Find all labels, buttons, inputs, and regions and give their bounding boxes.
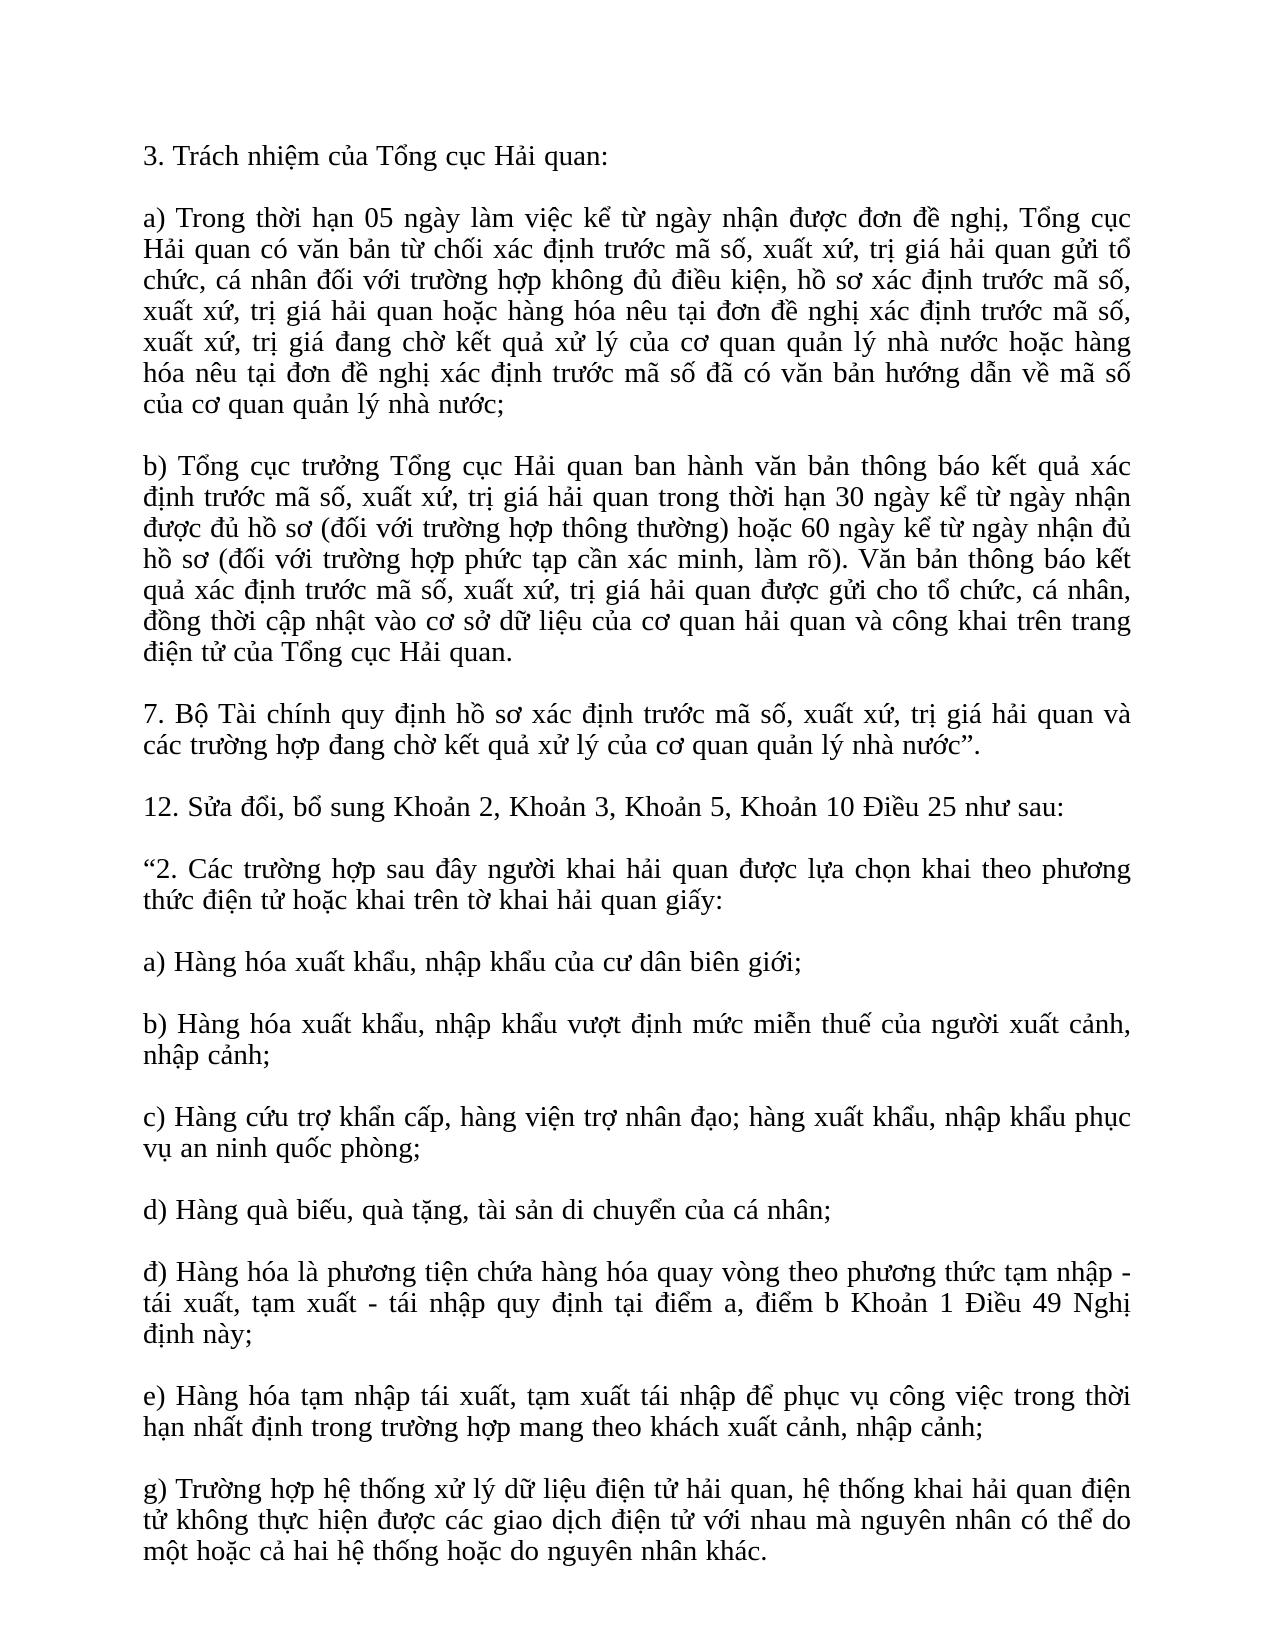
point-e-item: e) Hàng hóa tạm nhập tái xuất, tạm xuất tái nhập để phục vụ công việc trong thời hạn nhất định trong trường hợp mang theo khách xuất cảnh, nhập cảnh; [143, 1380, 1131, 1443]
point-a-item: a) Hàng hóa xuất khẩu, nhập khẩu của cư dân biên giới; [143, 946, 802, 978]
point-b-paragraph: b) Tổng cục trưởng Tổng cục Hải quan ban hành văn bản thông báo kết quả xác định trước mã số, xuất xứ, trị giá hải quan trong thời hạn 30 ngày kể từ ngày nhận được đủ hồ sơ (đối với trường hợp thông thường) hoặc 60 ngày kể từ ngày nhận đủ hồ sơ (đối với trường hợp phức tạp cần xác minh, làm rõ). Văn bản thông báo kết quả xác định trước mã số, xuất xứ, trị giá hải quan được gửi cho tổ chức, cá nhân, đồng thời cập nhật vào cơ sở dữ liệu của cơ quan hải quan và công khai trên trang điện tử của Tổng cục Hải quan. [143, 450, 1131, 668]
point-a-paragraph: a) Trong thời hạn 05 ngày làm việc kể từ ngày nhận được đơn đề nghị, Tổng cục Hải quan có văn bản từ chối xác định trước mã số, xuất xứ, trị giá hải quan gửi tổ chức, cá nhân đối với trường hợp không đủ điều kiện, hồ sơ xác định trước mã số, xuất xứ, trị giá hải quan hoặc hàng hóa nêu tại đơn đề nghị xác định trước mã số, xuất xứ, trị giá đang chờ kết quả xử lý của cơ quan quản lý nhà nước hoặc hàng hóa nêu tại đơn đề nghị xác định trước mã số đã có văn bản hướng dẫn về mã số của cơ quan quản lý nhà nước; [143, 202, 1131, 420]
point-b-item: b) Hàng hóa xuất khẩu, nhập khẩu vượt định mức miễn thuế của người xuất cảnh, nhập cảnh; [143, 1008, 1131, 1071]
point-g-item: g) Trường hợp hệ thống xử lý dữ liệu điện tử hải quan, hệ thống khai hải quan điện tử không thực hiện được các giao dịch điện tử với nhau mà nguyên nhân có thể do một hoặc cả hai hệ thống hoặc do nguyên nhân khác. [143, 1473, 1131, 1567]
document-body [143, 141, 1131, 1567]
clause-3-heading: 3. Trách nhiệm của Tổng cục Hải quan: [143, 140, 609, 172]
point-d-item: d) Hàng quà biếu, quà tặng, tài sản di chuyển của cá nhân; [143, 1194, 832, 1226]
point-dd-item: đ) Hàng hóa là phương tiện chứa hàng hóa quay vòng theo phương thức tạm nhập - tái xuất, tạm xuất - tái nhập quy định tại điểm a, điểm b Khoản 1 Điều 49 Nghị định này; [143, 1256, 1131, 1350]
clause-7-paragraph: 7. Bộ Tài chính quy định hồ sơ xác định trước mã số, xuất xứ, trị giá hải quan và các trường hợp đang chờ kết quả xử lý của cơ quan quản lý nhà nước”. [143, 698, 1131, 761]
clause-2-opening: “2. Các trường hợp sau đây người khai hải quan được lựa chọn khai theo phương thức điện tử hoặc khai trên tờ khai hải quan giấy: [143, 853, 1131, 916]
item-12-heading: 12. Sửa đổi, bổ sung Khoản 2, Khoản 3, Khoản 5, Khoản 10 Điều 25 như sau: [143, 791, 1065, 823]
point-c-item: c) Hàng cứu trợ khẩn cấp, hàng viện trợ nhân đạo; hàng xuất khẩu, nhập khẩu phục vụ an ninh quốc phòng; [143, 1101, 1131, 1164]
